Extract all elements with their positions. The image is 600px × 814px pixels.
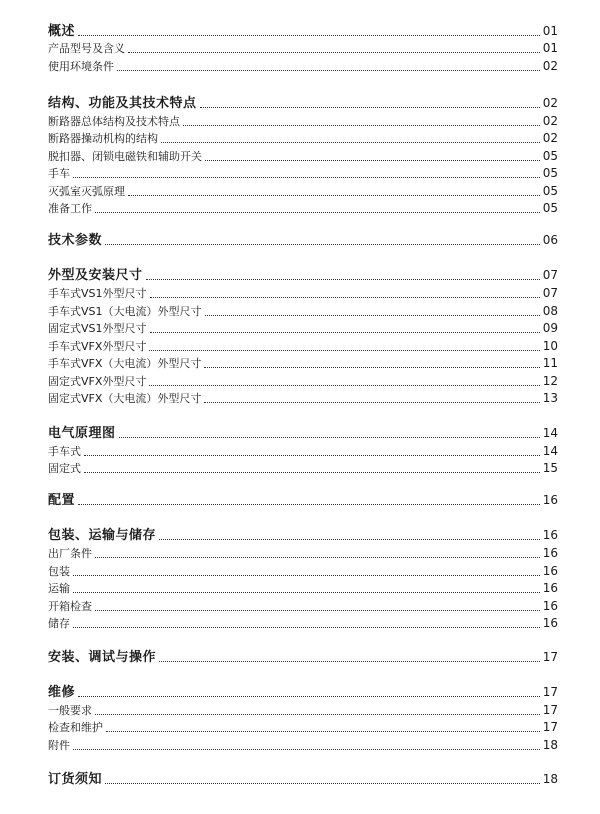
item-title: 手车式VFX（大电流）外型尺寸 [48, 357, 202, 370]
item-title: 运输 [48, 582, 70, 595]
section-title: 订货须知 [48, 772, 103, 787]
page-number: 14 [542, 444, 558, 458]
toc-item[interactable] [48, 389, 558, 406]
toc-section[interactable] [48, 648, 558, 665]
dot-leader [78, 696, 540, 697]
page-number: 10 [542, 339, 558, 353]
page-number: 16 [542, 546, 558, 560]
toc-item[interactable] [48, 164, 558, 181]
dot-leader [205, 315, 540, 316]
item-title: 断路器操动机构的结构 [48, 132, 158, 145]
item-title: 准备工作 [48, 202, 92, 215]
dot-leader [205, 160, 540, 161]
page-number: 07 [542, 268, 558, 282]
item-title: 手车式 [48, 445, 81, 458]
page-number: 08 [542, 304, 558, 318]
toc-section[interactable] [48, 770, 558, 787]
dot-leader [117, 70, 540, 71]
dot-leader [95, 557, 540, 558]
dot-leader [150, 297, 540, 298]
page-number: 05 [542, 184, 558, 198]
dot-leader [84, 472, 540, 473]
item-title: 出厂条件 [48, 547, 92, 560]
item-title: 产品型号及含义 [48, 42, 125, 55]
item-title: 储存 [48, 617, 70, 630]
page-number: 17 [542, 703, 558, 717]
dot-leader [106, 731, 540, 732]
toc-item[interactable] [48, 319, 558, 336]
page-number: 16 [542, 564, 558, 578]
item-title: 脱扣器、闭锁电磁铁和辅助开关 [48, 150, 202, 163]
section-title: 外型及安装尺寸 [48, 268, 143, 283]
toc-item[interactable] [48, 544, 558, 561]
dot-leader [161, 142, 540, 143]
toc-section[interactable] [48, 424, 558, 441]
dot-leader [78, 504, 540, 505]
section-title: 维修 [48, 685, 76, 700]
toc-item[interactable] [48, 39, 558, 56]
toc-section[interactable] [48, 22, 558, 39]
toc-section[interactable] [48, 266, 558, 283]
dot-leader [95, 610, 540, 611]
toc-item[interactable] [48, 337, 558, 354]
dot-leader [73, 592, 540, 593]
dot-leader [119, 437, 540, 438]
dot-leader [128, 52, 540, 53]
dot-leader [105, 783, 540, 784]
toc-section[interactable] [48, 491, 558, 508]
dot-leader [183, 125, 540, 126]
dot-leader [84, 455, 540, 456]
dot-leader [146, 279, 540, 280]
item-title: 手车 [48, 167, 70, 180]
page-number: 16 [542, 581, 558, 595]
toc-item[interactable] [48, 372, 558, 389]
dot-leader [73, 177, 540, 178]
section-title: 概述 [48, 24, 76, 39]
item-title: 固定式VFX（大电流）外型尺寸 [48, 392, 202, 405]
dot-leader [204, 402, 539, 403]
item-title: 附件 [48, 739, 70, 752]
dot-leader [149, 350, 539, 351]
dot-leader [149, 385, 539, 386]
page-number: 14 [542, 426, 558, 440]
toc-item[interactable] [48, 354, 558, 371]
page-number: 18 [542, 772, 558, 786]
page-number: 15 [542, 461, 558, 475]
page-number: 18 [542, 738, 558, 752]
toc-section[interactable] [48, 526, 558, 543]
dot-leader [204, 367, 539, 368]
dot-leader [73, 749, 540, 750]
page-number: 16 [542, 493, 558, 507]
section-title: 包装、运输与储存 [48, 528, 157, 543]
toc-item[interactable] [48, 579, 558, 596]
toc-item[interactable] [48, 284, 558, 301]
dot-leader [159, 539, 540, 540]
page-number: 16 [542, 616, 558, 630]
page-number: 05 [542, 201, 558, 215]
page-number: 07 [542, 286, 558, 300]
item-title: 手车式VFX外型尺寸 [48, 340, 147, 353]
item-title: 固定式VFX外型尺寸 [48, 375, 147, 388]
item-title: 固定式VS1外型尺寸 [48, 322, 147, 335]
dot-leader [73, 627, 540, 628]
item-title: 断路器总体结构及技术特点 [48, 115, 180, 128]
page-number: 06 [542, 233, 558, 247]
section-title: 电气原理图 [48, 426, 116, 441]
dot-leader [78, 35, 540, 36]
dot-leader [73, 575, 540, 576]
page-number: 17 [542, 685, 558, 699]
toc-item[interactable] [48, 736, 558, 753]
item-title: 使用环境条件 [48, 60, 114, 73]
toc-item[interactable] [48, 57, 558, 74]
page-number: 13 [542, 391, 558, 405]
page-number: 02 [542, 59, 558, 73]
page-number: 16 [542, 528, 558, 542]
dot-leader [95, 212, 540, 213]
dot-leader [95, 714, 540, 715]
toc-section[interactable] [48, 231, 558, 248]
toc-section[interactable] [48, 683, 558, 700]
item-title: 开箱检查 [48, 600, 92, 613]
dot-leader [150, 332, 540, 333]
toc-item[interactable] [48, 199, 558, 216]
page-number: 02 [542, 96, 558, 110]
page-number: 01 [542, 41, 558, 55]
page-number: 01 [542, 24, 558, 38]
page-number: 05 [542, 166, 558, 180]
toc-item[interactable] [48, 718, 558, 735]
item-title: 灭弧室灭弧原理 [48, 185, 125, 198]
page-number: 11 [542, 356, 558, 370]
toc-item[interactable] [48, 302, 558, 319]
toc-item[interactable] [48, 147, 558, 164]
item-title: 检查和维护 [48, 721, 103, 734]
toc-item[interactable] [48, 112, 558, 129]
page-number: 17 [542, 720, 558, 734]
item-title: 手车式VS1外型尺寸 [48, 287, 147, 300]
toc-item[interactable] [48, 597, 558, 614]
item-title: 包装 [48, 565, 70, 578]
page-number: 05 [542, 149, 558, 163]
item-title: 一般要求 [48, 704, 92, 717]
page-number: 16 [542, 599, 558, 613]
toc-item[interactable] [48, 459, 558, 476]
toc-item[interactable] [48, 614, 558, 631]
section-title: 安装、调试与操作 [48, 650, 157, 665]
dot-leader [159, 661, 540, 662]
page-number: 02 [542, 131, 558, 145]
page-number: 02 [542, 114, 558, 128]
page-number: 17 [542, 650, 558, 664]
dot-leader [200, 107, 540, 108]
toc-item[interactable] [48, 701, 558, 718]
section-title: 结构、功能及其技术特点 [48, 96, 197, 111]
section-title: 技术参数 [48, 233, 103, 248]
toc-item[interactable] [48, 442, 558, 459]
toc-section[interactable] [48, 94, 558, 111]
toc-item[interactable] [48, 129, 558, 146]
dot-leader [128, 195, 540, 196]
page-number: 12 [542, 374, 558, 388]
item-title: 固定式 [48, 462, 81, 475]
item-title: 手车式VS1（大电流）外型尺寸 [48, 305, 202, 318]
toc-item[interactable] [48, 182, 558, 199]
toc-item[interactable] [48, 562, 558, 579]
section-title: 配置 [48, 493, 76, 508]
page-number: 09 [542, 321, 558, 335]
dot-leader [105, 244, 540, 245]
